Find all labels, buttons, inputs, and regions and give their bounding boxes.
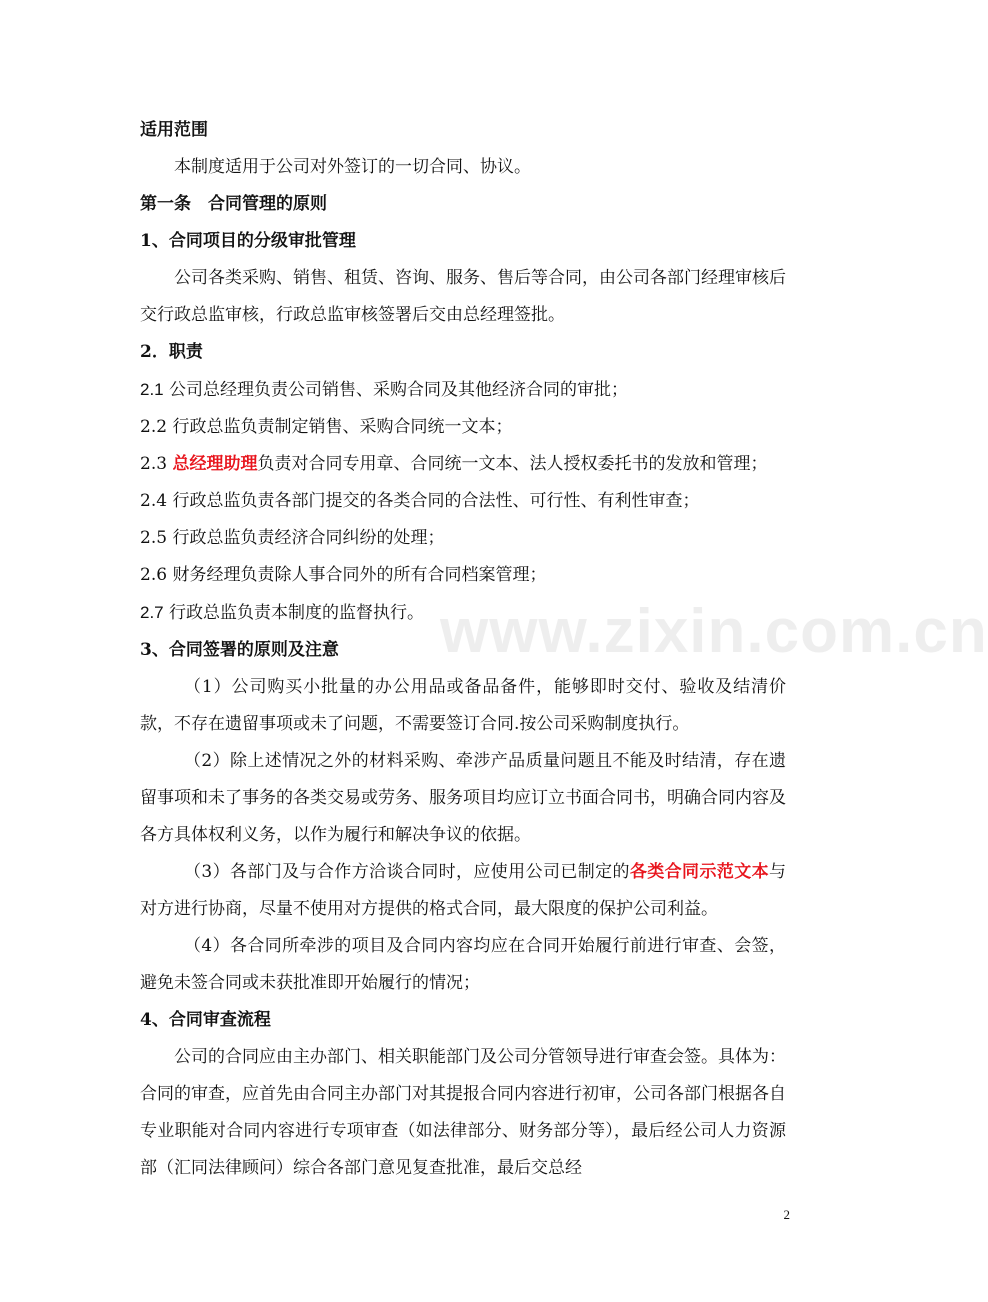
- section1-title: 1、合同项目的分级审批管理: [140, 231, 356, 251]
- item-text: 行政总监负责经济合同纠纷的处理；: [172, 528, 445, 548]
- responsibility-2-7: [140, 594, 786, 632]
- principle-4: （4）各合同所牵涉的项目及合同内容均应在合同开始履行前进行审查、会签，避免未签合同或未获批准即开始履行的情况；: [140, 936, 786, 993]
- principle-2: （2）除上述情况之外的材料采购、牵涉产品质量问题且不能及时结清，存在遗留事项和未了事务的各类交易或劳务、服务项目均应订立书面合同书，明确合同内容及各方具体权利义务，以作为履行和解决争议的依据。: [140, 751, 786, 845]
- item-text: 负责对合同专用章、合同统一文本、法人授权委托书的发放和管理；: [257, 454, 768, 474]
- principle-3-text-after: 与对方进行协商，尽量不使用对方提供的格式合同，最大限度的保护公司利益。: [140, 862, 786, 919]
- item-number: 2.6: [140, 565, 168, 585]
- item-number: 2.2: [140, 417, 168, 437]
- item-text: 行政总监负责制定销售、采购合同统一文本；: [172, 417, 513, 437]
- section1-paragraph: 公司各类采购、销售、租赁、咨询、服务、售后等合同，由公司各部门经理审核后交行政总监审核，行政总监审核签署后交由总经理签批。: [140, 268, 786, 325]
- responsibility-2-5: [140, 520, 786, 557]
- item-number: 2.1: [140, 380, 164, 399]
- item-number: 2.3: [140, 454, 168, 474]
- principle-1: （1）公司购买小批量的办公用品或备品备件，能够即时交付、验收及结清价款，不存在遗留事项或未了问题，不需要签订合同.按公司采购制度执行。: [140, 677, 786, 734]
- document-body: [140, 112, 786, 1187]
- responsibility-2-1: [140, 371, 786, 409]
- item-text: 行政总监负责各部门提交的各类合同的合法性、可行性、有利性审查；: [172, 491, 700, 511]
- item-number: 2.4: [140, 491, 168, 511]
- principle-3: [140, 854, 786, 928]
- highlighted-text: 各类合同示范文本: [629, 862, 769, 882]
- item-number: 2.7: [140, 603, 164, 622]
- section4-paragraph: 公司的合同应由主办部门、相关职能部门及公司分管领导进行审查会签。具体为：合同的审查，应首先由合同主办部门对其提报合同内容进行初审，公司各部门根据各自专业职能对合同内容进行专项审查（如法律部分、财务部分等），最后经公司人力资源部（汇同法律顾问）综合各部门意见复查批准，最后交总经: [140, 1047, 786, 1178]
- responsibility-2-4: [140, 483, 786, 520]
- watermark: www.zixin.com.cn: [440, 597, 988, 666]
- item-text: 公司总经理负责公司销售、采购合同及其他经济合同的审批；: [169, 380, 629, 400]
- section4-title: 4、合同审查流程: [140, 1010, 271, 1030]
- section2-title: 2．职责: [140, 342, 203, 362]
- scope-paragraph: 本制度适用于公司对外签订的一切合同、协议。: [174, 157, 531, 177]
- item-number: 2.5: [140, 528, 168, 548]
- section3-title: 3、合同签署的原则及注意: [140, 640, 339, 660]
- page-number: 2: [783, 1207, 790, 1222]
- responsibility-2-3: [140, 446, 786, 483]
- article1-title: 第一条 合同管理的原则: [140, 194, 327, 214]
- item-text: 行政总监负责本制度的监督执行。: [169, 603, 425, 623]
- responsibility-2-6: [140, 557, 786, 594]
- responsibility-2-2: [140, 409, 786, 446]
- highlighted-text: 总经理助理: [172, 454, 258, 474]
- principle-3-text-before: （3）各部门及与合作方洽谈合同时，应使用公司已制定的: [184, 862, 630, 882]
- item-text: 财务经理负责除人事合同外的所有合同档案管理；: [172, 565, 547, 585]
- heading-scope: 适用范围: [140, 120, 208, 140]
